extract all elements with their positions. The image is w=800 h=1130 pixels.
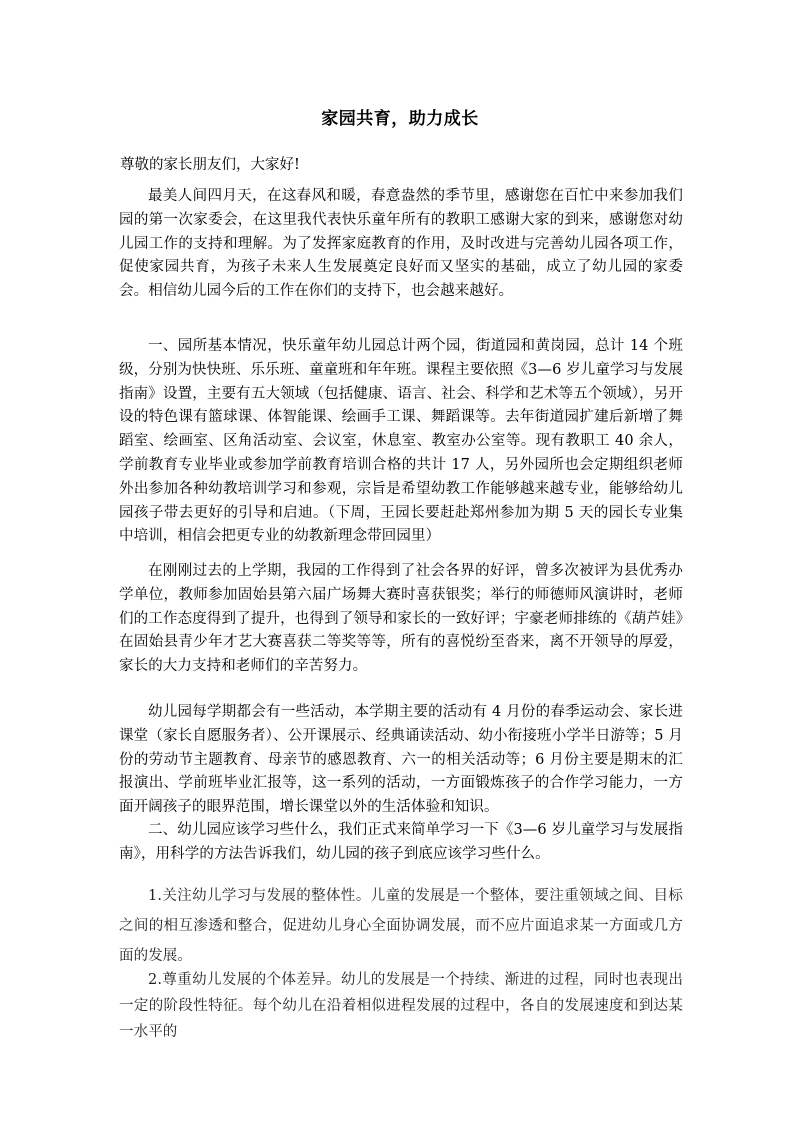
- document-title: 家园共育，助力成长: [321, 109, 479, 129]
- paragraph-school-overview: 一、园所基本情况，快乐童年幼儿园总计两个园，街道园和黄岗园，总计 14 个班级，分别为快快班、乐乐班、童童班和年年班。课程主要依照《3—6 岁儿童学习与发展指南》设置，主要有五大领域（包括健康、语言、社会、科学和艺术等五个领域），另开设的特色课有篮球课、体智能课、绘画手工课、舞蹈课等。去年街道园扩建后新增了舞蹈室、绘画室、区角活动室、会议室，休息室、教室办公室等。现有教职工 40 余人，学前教育专业毕业或参加学前教育培训合格的共计 17 人，另外园所也会定期组织老师外出参加各种幼教培训学习和参观，宗旨是希望幼教工作能够越来越专业，能够给幼儿园孩子带去更好的引导和启迪。（下周，王园长要赶赴郑州参加为期 5 天的园长专业集中培训，相信会把更专业的幼教新理念带回园里）: [119, 338, 683, 545]
- paragraph-activities: 幼儿园每学期都会有一些活动，本学期主要的活动有 4 月份的春季运动会、家长进课堂（家长自愿服务者）、公开课展示、经典诵读活动、幼小衔接班小学半日游等；5 月份的劳动节主题教育、母亲节的感恩教育、六一的相关活动等；6 月份主要是期末的汇报演出、学前班毕业汇报等，这一系列的活动，一方面锻炼孩子的合作学习能力，一方面开阔孩子的眼界范围，增长课堂以外的生活体验和知识。: [119, 704, 683, 816]
- paragraph-learning-intro: 二、幼儿园应该学习些什么，我们正式来简单学习一下《3—6 岁儿童学习与发展指南》，用科学的方法告诉我们，幼儿园的孩子到底应该学习些什么。: [119, 822, 683, 862]
- paragraph-point-2: 2.尊重幼儿发展的个体差异。幼儿的发展是一个持续、渐进的过程，同时也表现出一定的阶段性特征。每个幼儿在沿着相似进程发展的过程中，各自的发展速度和到达某一水平的: [119, 972, 683, 1040]
- paragraph-achievements: 在刚刚过去的上学期，我园的工作得到了社会各界的好评，曾多次被评为县优秀办学单位，教师参加固始县第六届广场舞大赛时喜获银奖；举行的师德师风演讲时，老师们的工作态度得到了提升，也得到了领导和家长的一致好评；宇豪老师排练的《葫芦娃》在固始县青少年才艺大赛喜获二等奖等等，所有的喜悦纷至沓来，离不开领导的厚爱，家长的大力支持和老师们的辛苦努力。: [119, 563, 683, 675]
- paragraph-opening: 最美人间四月天，在这春风和暖，春意盎然的季节里，感谢您在百忙中来参加我们园的第一次家委会，在这里我代表快乐童年所有的教职工感谢大家的到来，感谢您对幼儿园工作的支持和理解。为了发挥家庭教育的作用，及时改进与完善幼儿园各项工作，促使家园共育，为孩子未来人生发展奠定良好而又坚实的基础，成立了幼儿园的家委会。相信幼儿园今后的工作在你们的支持下，也会越来越好。: [119, 188, 683, 300]
- paragraph-point-1: 1.关注幼儿学习与发展的整体性。儿童的发展是一个整体，要注重领域之间、目标之间的相互渗透和整合，促进幼儿身心全面协调发展，而不应片面追求某一方面或几方面的发展。: [119, 888, 683, 964]
- greeting: 尊敬的家长朋友们，大家好!: [120, 157, 300, 173]
